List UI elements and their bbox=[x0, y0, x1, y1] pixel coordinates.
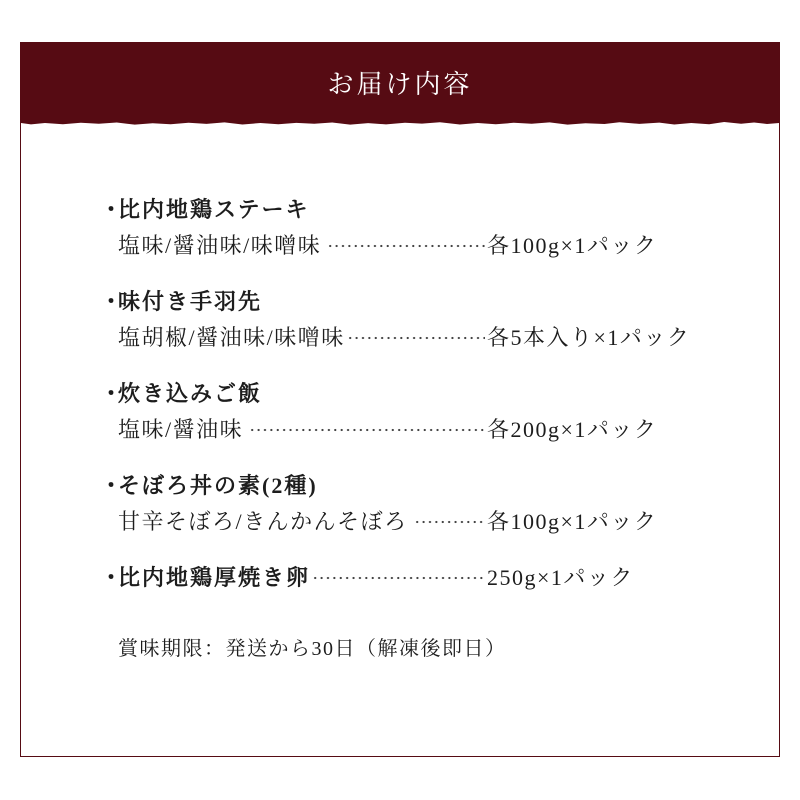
item-flavors: 塩味/醤油味 bbox=[118, 417, 244, 442]
item-detail-row bbox=[100, 228, 690, 264]
item-title-row bbox=[100, 468, 690, 504]
item-detail-lead bbox=[118, 228, 487, 264]
bullet: ・ bbox=[100, 473, 123, 498]
content-item bbox=[100, 376, 690, 448]
header-bar bbox=[21, 43, 779, 125]
bullet: ・ bbox=[100, 565, 123, 590]
item-detail-lead bbox=[118, 504, 487, 540]
item-detail-lead bbox=[118, 320, 487, 356]
item-flavors: 塩胡椒/醤油味/味噌味 bbox=[118, 325, 345, 350]
bullet: ・ bbox=[100, 289, 123, 314]
dot-leader bbox=[347, 336, 485, 340]
contents-list bbox=[100, 192, 690, 616]
bullet: ・ bbox=[100, 381, 123, 406]
item-flavors: 甘辛そぼろ/きんかんそぼろ bbox=[118, 509, 408, 534]
item-title: 比内地鶏厚焼き卵 bbox=[118, 565, 311, 590]
dot-leader bbox=[312, 576, 485, 580]
header-title: お届け内容 bbox=[327, 70, 473, 99]
content-item bbox=[100, 192, 690, 264]
item-amount: 各200g×1パック bbox=[487, 417, 658, 442]
dot-leader bbox=[249, 428, 485, 432]
dot-leader bbox=[327, 244, 485, 248]
dot-leader bbox=[414, 520, 485, 524]
item-title: 比内地鶏ステーキ bbox=[118, 197, 310, 222]
item-detail-lead bbox=[118, 412, 487, 448]
content-item bbox=[100, 468, 690, 540]
item-title-row bbox=[100, 376, 690, 412]
content-item bbox=[100, 560, 690, 596]
bullet: ・ bbox=[100, 197, 123, 222]
item-amount: 各5本入り×1パック bbox=[487, 325, 691, 350]
item-title-row bbox=[100, 284, 690, 320]
item-title-row bbox=[100, 192, 690, 228]
item-detail-row bbox=[100, 504, 690, 540]
item-title: 味付き手羽先 bbox=[118, 289, 263, 314]
item-title-row bbox=[100, 560, 690, 596]
item-title-lead bbox=[100, 560, 487, 596]
item-detail-row bbox=[100, 412, 690, 448]
item-title: そぼろ丼の素(2種) bbox=[118, 473, 318, 498]
item-amount: 各100g×1パック bbox=[487, 233, 658, 258]
item-flavors: 塩味/醤油味/味噌味 bbox=[118, 233, 322, 258]
item-detail-row bbox=[100, 320, 690, 356]
content-item bbox=[100, 284, 690, 356]
item-title: 炊き込みご飯 bbox=[118, 381, 263, 406]
item-amount: 各100g×1パック bbox=[487, 509, 658, 534]
item-amount: 250g×1パック bbox=[487, 565, 634, 590]
shelf-life-note: 賞味期限：発送から30日（解凍後即日） bbox=[118, 638, 507, 660]
